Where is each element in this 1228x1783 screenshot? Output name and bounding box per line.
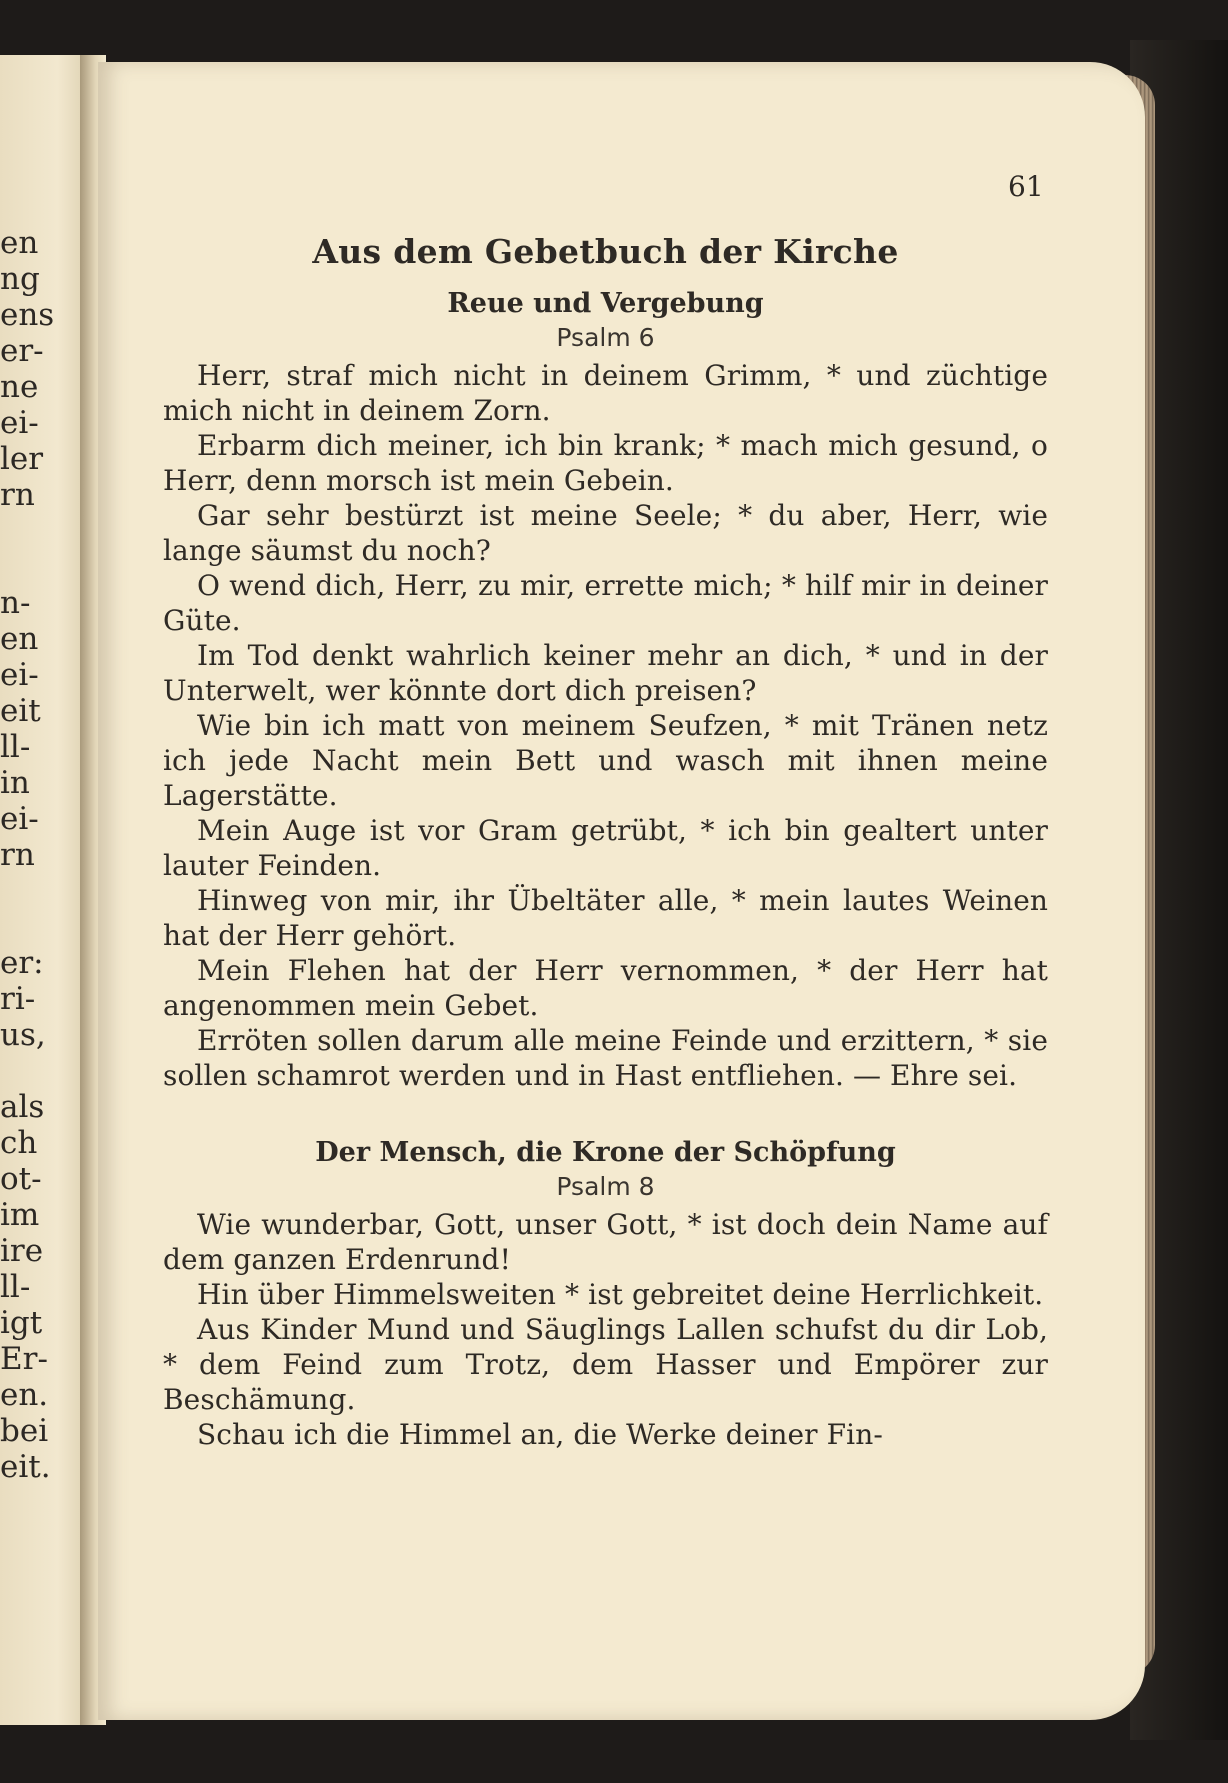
left-line: ch	[0, 1125, 38, 1161]
left-line: ot-	[0, 1161, 42, 1197]
left-line: ei-	[0, 657, 39, 693]
left-line: rn	[0, 477, 35, 513]
verse: Wie bin ich matt von meinem Seufzen, * mit Tränen netz ich jede Nacht mein Bett und wasch mit ihnen meine Lagerstätte.	[163, 709, 1048, 812]
left-line: en	[0, 225, 39, 261]
left-line: er-	[0, 333, 44, 369]
verse: Im Tod denkt wahrlich keiner mehr an dich, * und in der Unterwelt, wer könnte dort dich preisen?	[163, 639, 1048, 707]
verse: Hin über Himmelsweiten * ist gebreitet deine Herrlichkeit.	[197, 1278, 1044, 1311]
left-line: ler	[0, 441, 44, 477]
left-line	[0, 909, 80, 945]
verse: Wie wunderbar, Gott, unser Gott, * ist doch dein Name auf dem ganzen Erdenrund!	[163, 1208, 1048, 1276]
verse: Mein Flehen hat der Herr vernommen, * der Herr hat angenommen mein Gebet.	[163, 954, 1048, 1022]
verse: Aus Kinder Mund und Säuglings Lallen schufst du dir Lob, * dem Feind zum Trotz, dem Hasser und Empörer zur Beschämung.	[163, 1313, 1048, 1416]
page-content	[163, 230, 1048, 1452]
left-line: ri-	[0, 981, 36, 1017]
verse: Mein Auge ist vor Gram getrübt, * ich bin gealtert unter lauter Feinden.	[163, 814, 1048, 882]
left-line: in	[0, 765, 30, 801]
section-psalm-8	[163, 1135, 1048, 1452]
left-line: en.	[0, 1377, 49, 1413]
left-line: eit	[0, 693, 41, 729]
section-psalm-6	[163, 286, 1048, 1093]
left-line: n-	[0, 585, 31, 621]
left-line	[0, 549, 80, 585]
left-line: ens	[0, 297, 55, 333]
left-line: eit.	[0, 1449, 51, 1485]
psalm-label: Psalm 6	[556, 323, 655, 352]
left-line: us,	[0, 1017, 46, 1053]
verse: Gar sehr bestürzt ist meine Seele; * du aber, Herr, wie lange säumst du noch?	[163, 499, 1048, 567]
left-line: ei-	[0, 801, 39, 837]
left-page-text	[0, 225, 80, 1485]
left-line: Er-	[0, 1341, 48, 1377]
psalm-label: Psalm 8	[556, 1172, 655, 1201]
left-line: ll-	[0, 1269, 31, 1305]
section-heading: Reue und Vergebung	[447, 288, 764, 319]
left-line: ng	[0, 261, 40, 297]
left-line	[0, 1053, 80, 1089]
verse: Erröten sollen darum alle meine Feinde und erzittern, * sie sollen schamrot werden und in Hast entfliehen. — Ehre sei.	[163, 1024, 1048, 1092]
left-line: ll-	[0, 729, 31, 765]
page-number: 61	[1008, 170, 1044, 203]
left-line: rn	[0, 837, 35, 873]
verse: Schau ich die Himmel an, die Werke deiner Fin-	[197, 1418, 883, 1451]
section-heading: Der Mensch, die Krone der Schöpfung	[315, 1137, 896, 1168]
left-line	[0, 873, 80, 909]
verse: O wend dich, Herr, zu mir, errette mich; * hilf mir in deiner Güte.	[163, 569, 1048, 637]
verse: Erbarm dich meiner, ich bin krank; * mach mich gesund, o Herr, denn morsch ist mein Gebein.	[163, 429, 1048, 497]
left-line: igt	[0, 1305, 43, 1341]
page-title: Aus dem Gebetbuch der Kirche	[312, 232, 899, 271]
verse: Hinweg von mir, ihr Übeltäter alle, * mein lautes Weinen hat der Herr gehört.	[163, 884, 1048, 952]
left-line: en	[0, 621, 39, 657]
left-line: als	[0, 1089, 45, 1125]
left-line: ei-	[0, 405, 39, 441]
left-line: er:	[0, 945, 44, 981]
left-line: bei	[0, 1413, 49, 1449]
left-line: ne	[0, 369, 39, 405]
left-line: ire	[0, 1233, 44, 1269]
left-line: im	[0, 1197, 40, 1233]
verse: Herr, straf mich nicht in deinem Grimm, * und züchtige mich nicht in deinem Zorn.	[163, 359, 1048, 427]
left-line	[0, 513, 80, 549]
